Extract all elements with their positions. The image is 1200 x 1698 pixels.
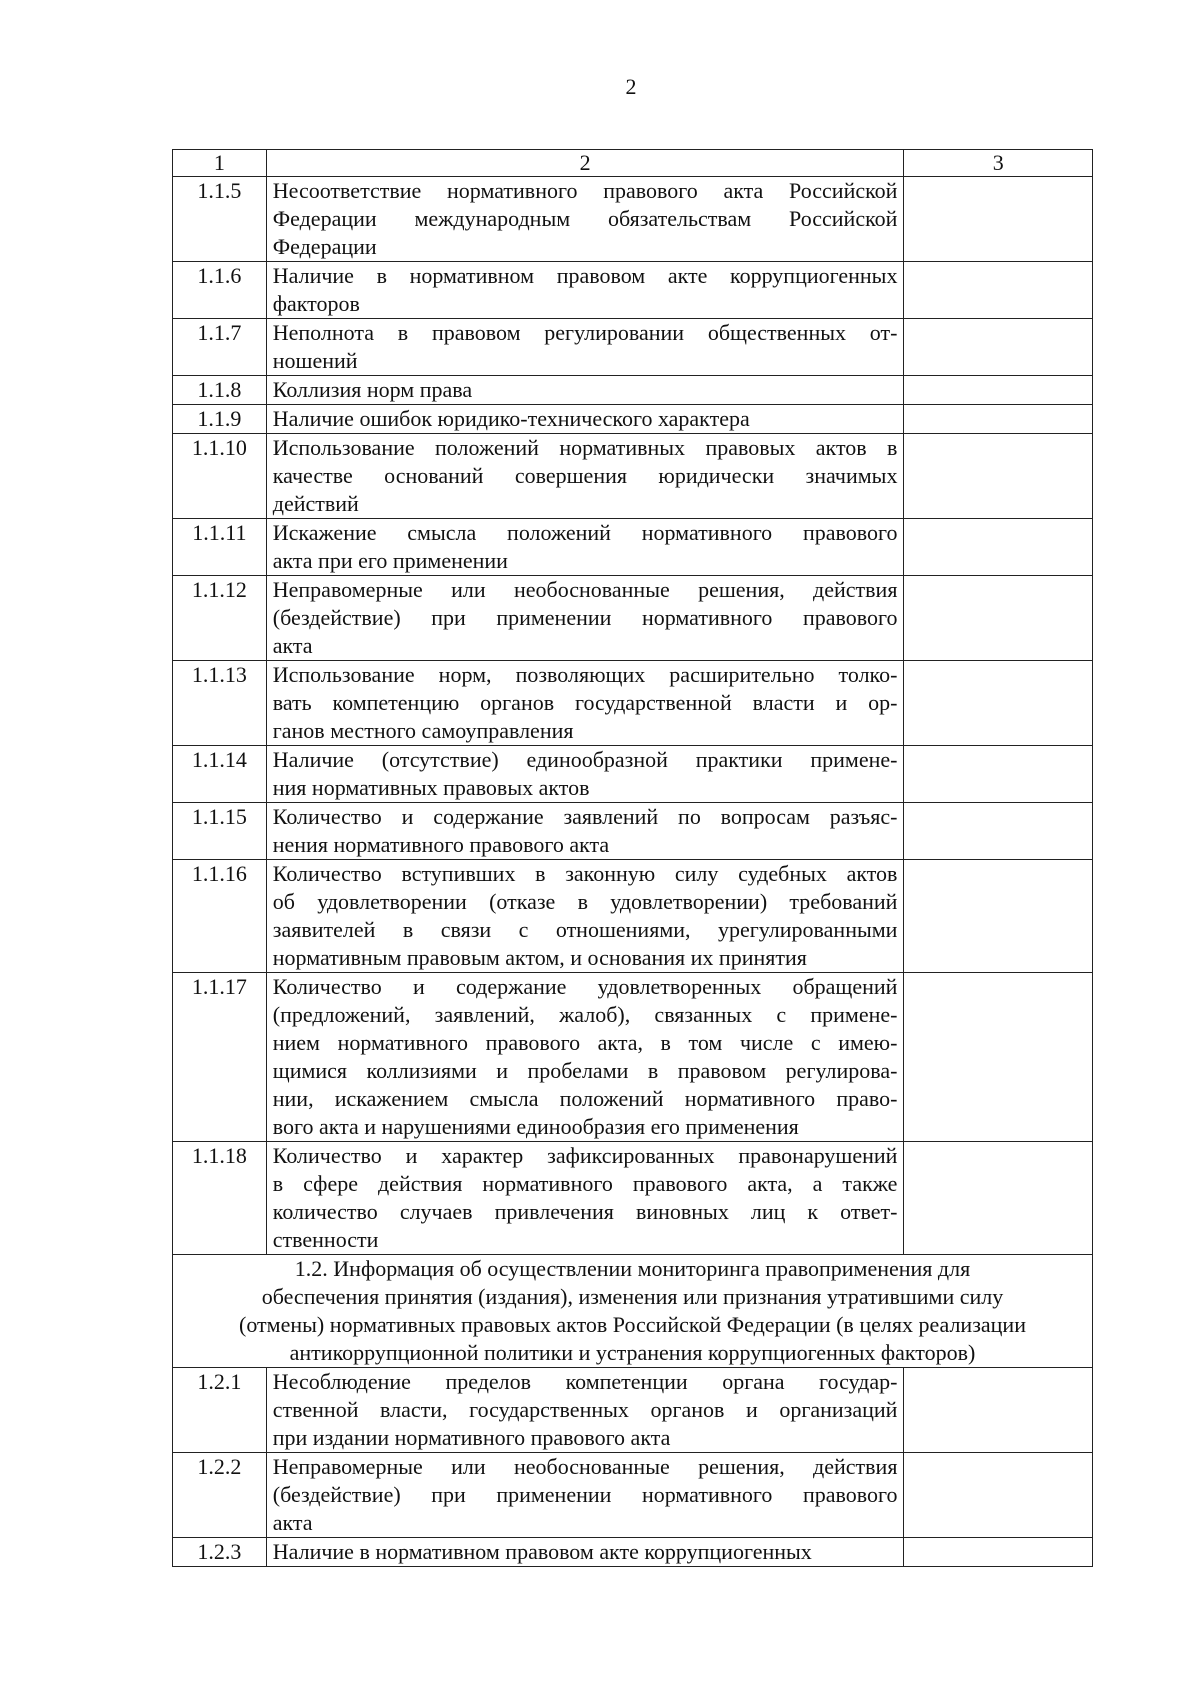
description-line: Использование норм, позволяющих расширительно толко-	[272, 662, 898, 687]
row-number: 1.1.5	[173, 177, 267, 262]
description-line: факторов	[272, 291, 360, 316]
description-line: при издании нормативного правового акта	[272, 1425, 671, 1450]
description-line: (бездействие) при применении нормативного правового	[272, 1482, 898, 1507]
table-row	[173, 319, 1093, 376]
header-cell-2: 2	[266, 150, 904, 177]
table-row	[173, 434, 1093, 519]
description-line: Количество и содержание заявлений по вопросам разъяс-	[272, 804, 898, 829]
description-line: Федерации	[272, 234, 377, 259]
row-number: 1.1.7	[173, 319, 267, 376]
description-line: (бездействие) при применении нормативного правового	[272, 605, 898, 630]
table-row	[173, 1142, 1093, 1255]
row-value-cell	[904, 661, 1093, 746]
description-line: нения нормативного правового акта	[272, 832, 610, 857]
row-number: 1.1.6	[173, 262, 267, 319]
description-line: Наличие в нормативном правовом акте коррупциогенных	[272, 263, 898, 288]
description-line: ганов местного самоуправления	[272, 718, 574, 743]
description-line: нормативным правовым актом, и основания их принятия	[272, 945, 807, 970]
table-row	[173, 576, 1093, 661]
row-value-cell	[904, 1142, 1093, 1255]
section-heading-line: (отмены) нормативных правовых актов Российской Федерации (в целях реализации	[239, 1312, 1026, 1337]
description-line: Неправомерные или необоснованные решения, действия	[272, 577, 898, 602]
row-value-cell	[904, 177, 1093, 262]
section-heading-line: антикоррупционной политики и устранения коррупциогенных факторов)	[289, 1340, 976, 1365]
row-description	[266, 376, 904, 405]
row-number: 1.2.3	[173, 1538, 267, 1567]
description-line: ственной власти, государственных органов и организаций	[272, 1397, 898, 1422]
row-description	[266, 860, 904, 973]
description-line: об удовлетворении (отказе в удовлетворении) требований	[272, 889, 898, 914]
row-number: 1.1.14	[173, 746, 267, 803]
description-line: Количество вступивших в законную силу судебных актов	[272, 861, 898, 886]
table-row	[173, 803, 1093, 860]
row-number: 1.1.13	[173, 661, 267, 746]
row-value-cell	[904, 519, 1093, 576]
table-row	[173, 177, 1093, 262]
description-line: Количество и характер зафиксированных правонарушений	[272, 1143, 898, 1168]
description-line: (предложений, заявлений, жалоб), связанных с примене-	[272, 1002, 898, 1027]
table-row	[173, 1368, 1093, 1453]
description-line: Несоблюдение пределов компетенции органа государ-	[272, 1369, 898, 1394]
row-value-cell	[904, 319, 1093, 376]
row-number: 1.1.12	[173, 576, 267, 661]
row-description	[266, 262, 904, 319]
description-line: Наличие в нормативном правовом акте коррупциогенных	[272, 1539, 812, 1564]
row-number: 1.1.18	[173, 1142, 267, 1255]
row-number: 1.1.10	[173, 434, 267, 519]
section-heading-line: обеспечения принятия (издания), изменения или признания утратившими силу	[261, 1284, 1004, 1309]
description-line: в сфере действия нормативного правового акта, а также	[272, 1171, 898, 1196]
row-number: 1.1.16	[173, 860, 267, 973]
description-line: заявителей в связи с отношениями, урегулированными	[272, 917, 898, 942]
table-row	[173, 661, 1093, 746]
row-number: 1.1.17	[173, 973, 267, 1142]
row-value-cell	[904, 434, 1093, 519]
row-description	[266, 519, 904, 576]
row-value-cell	[904, 860, 1093, 973]
row-number: 1.1.11	[173, 519, 267, 576]
row-description	[266, 803, 904, 860]
table-row	[173, 973, 1093, 1142]
row-number: 1.2.1	[173, 1368, 267, 1453]
row-value-cell	[904, 973, 1093, 1142]
section-row	[173, 1255, 1093, 1368]
description-line: акта при его применении	[272, 548, 508, 573]
row-description	[266, 746, 904, 803]
description-line: действий	[272, 491, 359, 516]
table-header-row	[173, 150, 1093, 177]
row-value-cell	[904, 1453, 1093, 1538]
row-description	[266, 319, 904, 376]
row-number: 1.2.2	[173, 1453, 267, 1538]
row-number: 1.1.15	[173, 803, 267, 860]
description-line: Наличие (отсутствие) единообразной практики примене-	[272, 747, 898, 772]
header-cell-3: 3	[904, 150, 1093, 177]
description-line: акта	[272, 1510, 313, 1535]
row-description	[266, 661, 904, 746]
row-value-cell	[904, 1368, 1093, 1453]
table-row	[173, 1538, 1093, 1567]
page-number: 2	[625, 74, 637, 99]
description-line: Использование положений нормативных правовых актов в	[272, 435, 898, 460]
description-line: ния нормативных правовых актов	[272, 775, 590, 800]
description-line: акта	[272, 633, 313, 658]
table-row	[173, 860, 1093, 973]
table-row	[173, 405, 1093, 434]
row-description	[266, 576, 904, 661]
row-value-cell	[904, 405, 1093, 434]
row-description	[266, 1538, 904, 1567]
description-line: Неправомерные или необоснованные решения, действия	[272, 1454, 898, 1479]
row-description	[266, 973, 904, 1142]
row-value-cell	[904, 1538, 1093, 1567]
row-description	[266, 1368, 904, 1453]
description-line: Несоответствие нормативного правового акта Российской	[272, 178, 898, 203]
description-line: вого акта и нарушениями единообразия его применения	[272, 1114, 799, 1139]
row-number: 1.1.9	[173, 405, 267, 434]
description-line: щимися коллизиями и пробелами в правовом регулирова-	[272, 1058, 898, 1083]
section-heading-1-2	[173, 1255, 1093, 1368]
row-value-cell	[904, 803, 1093, 860]
section-heading-line: 1.2. Информация об осуществлении мониторинга правоприменения для	[294, 1256, 971, 1281]
row-value-cell	[904, 262, 1093, 319]
table-row	[173, 262, 1093, 319]
row-description	[266, 405, 904, 434]
row-description	[266, 434, 904, 519]
description-line: ственности	[272, 1227, 379, 1252]
table-row	[173, 1453, 1093, 1538]
row-description	[266, 1142, 904, 1255]
row-value-cell	[904, 746, 1093, 803]
header-cell-1: 1	[173, 150, 267, 177]
row-value-cell	[904, 576, 1093, 661]
description-line: качестве оснований совершения юридически значимых	[272, 463, 898, 488]
description-line: Количество и содержание удовлетворенных обращений	[272, 974, 898, 999]
table-row	[173, 376, 1093, 405]
table-row	[173, 519, 1093, 576]
monitoring-table	[172, 149, 1093, 1567]
row-description	[266, 1453, 904, 1538]
description-line: Наличие ошибок юридико-технического характера	[272, 406, 750, 431]
table-row	[173, 746, 1093, 803]
description-line: Искажение смысла положений нормативного правового	[272, 520, 898, 545]
description-line: Федерации международным обязательствам Российской	[272, 206, 898, 231]
description-line: Неполнота в правовом регулировании общественных от-	[272, 320, 898, 345]
description-line: вать компетенцию органов государственной власти и ор-	[272, 690, 898, 715]
description-line: ношений	[272, 348, 358, 373]
description-line: количество случаев привлечения виновных лиц к ответ-	[272, 1199, 898, 1224]
row-number: 1.1.8	[173, 376, 267, 405]
description-line: нием нормативного правового акта, в том числе с имею-	[272, 1030, 898, 1055]
description-line: Коллизия норм права	[272, 377, 473, 402]
description-line: нии, искажением смысла положений нормативного право-	[272, 1086, 898, 1111]
row-description	[266, 177, 904, 262]
row-value-cell	[904, 376, 1093, 405]
